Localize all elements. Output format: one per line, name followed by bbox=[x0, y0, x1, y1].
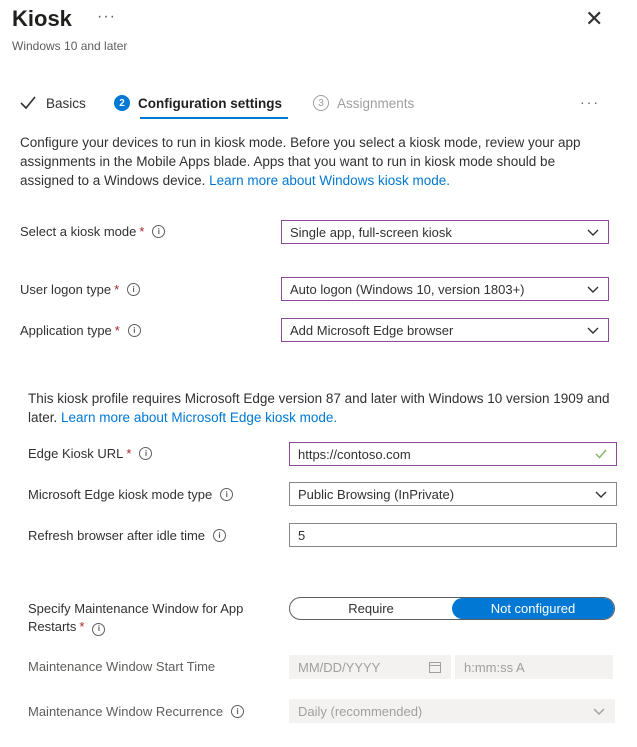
step-label: Basics bbox=[46, 95, 86, 111]
recurrence-label-text: Maintenance Window Recurrence bbox=[28, 704, 224, 719]
panel-subtitle: Windows 10 and later bbox=[12, 39, 128, 53]
edge-mode-dropdown[interactable] bbox=[289, 482, 617, 506]
user-logon-label bbox=[20, 282, 140, 297]
edge-mode-label bbox=[28, 487, 233, 502]
refresh-label-text: Refresh browser after idle time bbox=[28, 528, 206, 543]
application-type-label-text: Application type bbox=[20, 323, 112, 338]
intro-text: Configure your devices to run in kiosk mode. Before you select a kiosk mode, review your app assignments in the Mobile Apps blade. Apps that you want to run in kiosk mode should be assigned to a Windows device. bbox=[20, 135, 581, 188]
recurrence-label bbox=[28, 704, 244, 719]
edge-description bbox=[28, 389, 618, 427]
edge-url-label-text: Edge Kiosk URL bbox=[28, 446, 124, 461]
active-step-indicator bbox=[140, 117, 288, 119]
date-placeholder: MM/DD/YYYY bbox=[298, 659, 381, 675]
step-label: Assignments bbox=[337, 95, 415, 111]
info-icon[interactable]: i bbox=[128, 324, 141, 337]
start-date-input[interactable] bbox=[289, 655, 451, 679]
application-type-value: Add Microsoft Edge browser bbox=[290, 322, 454, 338]
panel-title: Kiosk bbox=[12, 6, 72, 31]
maintenance-window-toggle[interactable] bbox=[289, 597, 615, 620]
info-icon[interactable]: i bbox=[231, 705, 244, 718]
edge-url-label bbox=[28, 446, 152, 461]
kiosk-mode-dropdown[interactable] bbox=[281, 220, 609, 244]
info-icon[interactable]: i bbox=[213, 529, 226, 542]
start-time-label: Maintenance Window Start Time bbox=[28, 659, 216, 674]
edge-intro-text: This kiosk profile requires Microsoft Edge version 87 and later with Windows 10 version 1909 and later. bbox=[28, 391, 610, 425]
recurrence-value: Daily (recommended) bbox=[298, 703, 423, 719]
calendar-icon[interactable] bbox=[428, 660, 442, 674]
application-type-dropdown[interactable] bbox=[281, 318, 609, 342]
required-marker: * bbox=[114, 323, 120, 338]
step-number: 3 bbox=[313, 95, 329, 111]
maintenance-window-label-text: Specify Maintenance Window for App Restarts bbox=[28, 601, 244, 634]
application-type-label bbox=[20, 323, 141, 338]
refresh-label bbox=[28, 528, 226, 543]
kiosk-mode-value: Single app, full-screen kiosk bbox=[290, 224, 452, 240]
edge-mode-value: Public Browsing (InPrivate) bbox=[298, 486, 455, 502]
steps-more-button[interactable]: ··· bbox=[580, 94, 600, 110]
edge-url-value: https://contoso.com bbox=[298, 446, 411, 462]
edge-kiosk-learn-more-link[interactable]: Learn more about Microsoft Edge kiosk mode. bbox=[61, 410, 338, 425]
chevron-down-icon bbox=[586, 225, 600, 239]
edge-url-input[interactable] bbox=[289, 442, 617, 466]
time-placeholder: h:mm:ss A bbox=[464, 659, 525, 675]
close-icon[interactable]: ✕ bbox=[585, 6, 604, 31]
info-icon[interactable]: i bbox=[127, 283, 140, 296]
chevron-down-icon bbox=[586, 282, 600, 296]
more-options-button[interactable]: ··· bbox=[97, 8, 116, 25]
recurrence-dropdown[interactable] bbox=[289, 699, 615, 723]
info-icon[interactable]: i bbox=[92, 623, 105, 636]
info-icon[interactable]: i bbox=[152, 225, 165, 238]
info-icon[interactable]: i bbox=[220, 488, 233, 501]
valid-check-icon bbox=[594, 447, 608, 461]
info-icon[interactable]: i bbox=[139, 447, 152, 460]
required-marker: * bbox=[126, 446, 132, 461]
required-marker: * bbox=[114, 282, 120, 297]
kiosk-mode-learn-more-link[interactable]: Learn more about Windows kiosk mode. bbox=[209, 173, 450, 188]
step-configuration-settings[interactable] bbox=[114, 93, 282, 113]
kiosk-mode-label bbox=[20, 224, 165, 239]
user-logon-value: Auto logon (Windows 10, version 1803+) bbox=[290, 281, 525, 297]
kiosk-mode-label-text: Select a kiosk mode bbox=[20, 224, 137, 239]
user-logon-label-text: User logon type bbox=[20, 282, 112, 297]
refresh-idle-time-input[interactable] bbox=[289, 523, 617, 547]
intro-description bbox=[20, 133, 610, 190]
toggle-option-not-configured[interactable]: Not configured bbox=[452, 598, 614, 619]
checkmark-icon bbox=[20, 96, 36, 110]
refresh-value: 5 bbox=[298, 527, 306, 543]
chevron-down-icon bbox=[586, 323, 600, 337]
step-number: 2 bbox=[114, 95, 130, 111]
step-basics[interactable] bbox=[20, 93, 86, 113]
chevron-down-icon bbox=[594, 487, 608, 501]
start-time-input[interactable] bbox=[455, 655, 613, 679]
step-label: Configuration settings bbox=[138, 95, 282, 111]
step-assignments[interactable] bbox=[313, 93, 414, 113]
edge-mode-label-text: Microsoft Edge kiosk mode type bbox=[28, 487, 213, 502]
maintenance-window-label bbox=[28, 600, 278, 636]
required-marker: * bbox=[139, 224, 145, 239]
user-logon-dropdown[interactable] bbox=[281, 277, 609, 301]
toggle-option-require[interactable]: Require bbox=[348, 601, 394, 616]
chevron-down-icon bbox=[592, 704, 606, 718]
required-marker: * bbox=[79, 619, 85, 634]
